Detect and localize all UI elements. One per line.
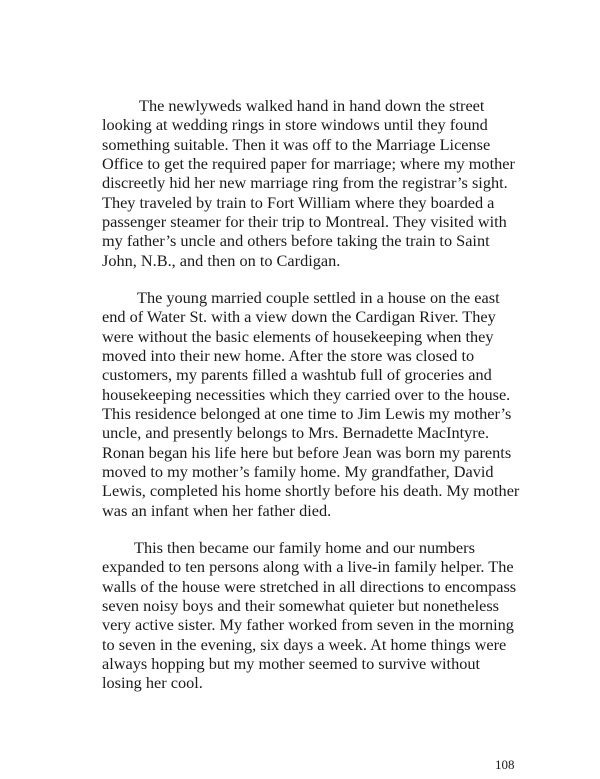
paragraph-3 [102,538,522,693]
paragraph-line: discreetly hid her new marriage ring from the registrar’s sight. [102,173,508,193]
paragraph-line: were without the basic elements of housekeeping when they [102,326,494,346]
paragraph-line: Lewis, completed his home shortly before his death. My mother [102,481,520,501]
paragraph-line: This then became our family home and our numbers [134,538,475,557]
paragraph-line: They traveled by train to Fort William where they boarded a [102,192,495,212]
paragraph-line: very active sister. My father worked from seven in the morning [102,615,514,635]
paragraph-line: passenger steamer for their trip to Montreal. They visited with [102,212,507,232]
paragraph-line: Office to get the required paper for marriage; where my mother [102,154,515,174]
paragraph-line: This residence belonged at one time to Jim Lewis my mother’s [102,404,512,424]
paragraph-line: The newlyweds walked hand in hand down the street [139,96,485,115]
paragraph-line: losing her cool. [102,673,203,693]
paragraph-line: looking at wedding rings in store windows until they found [102,115,488,135]
paragraph-line: end of Water St. with a view down the Cardigan River. They [102,307,496,327]
paragraph-line: The young married couple settled in a house on the east [137,288,500,307]
paragraph-line: walls of the house were stretched in all directions to encompass [102,576,517,596]
paragraph-line: Ronan began his life here but before Jean was born my parents [102,442,512,462]
paragraph-1 [102,96,522,270]
paragraph-line: something suitable. Then it was off to the Marriage License [102,134,491,154]
paragraph-line: uncle, and presently belongs to Mrs. Bernadette MacIntyre. [102,423,490,443]
paragraph-line: moved to my mother’s family home. My grandfather, David [102,462,494,482]
page-number: 108 [495,757,515,772]
paragraph-line: customers, my parents filled a washtub full of groceries and [102,365,492,385]
paragraph-line: John, N.B., and then on to Cardigan. [102,250,341,270]
paragraph-line: to seven in the evening, six days a week. At home things were [102,634,507,654]
paragraph-line: housekeeping necessities which they carried over to the house. [102,384,511,404]
paragraph-line: expanded to ten persons along with a live-in family helper. The [102,557,514,577]
paragraph-line: always hopping but my mother seemed to survive without [102,654,481,674]
paragraph-line: seven noisy boys and their somewhat quieter but nonetheless [102,596,499,616]
paragraph-line: my father’s uncle and others before taking the train to Saint [102,231,490,251]
paragraph-line: was an infant when her father died. [102,500,332,520]
paragraph-line: moved into their new home. After the store was closed to [102,346,475,366]
paragraph-2 [102,288,522,520]
